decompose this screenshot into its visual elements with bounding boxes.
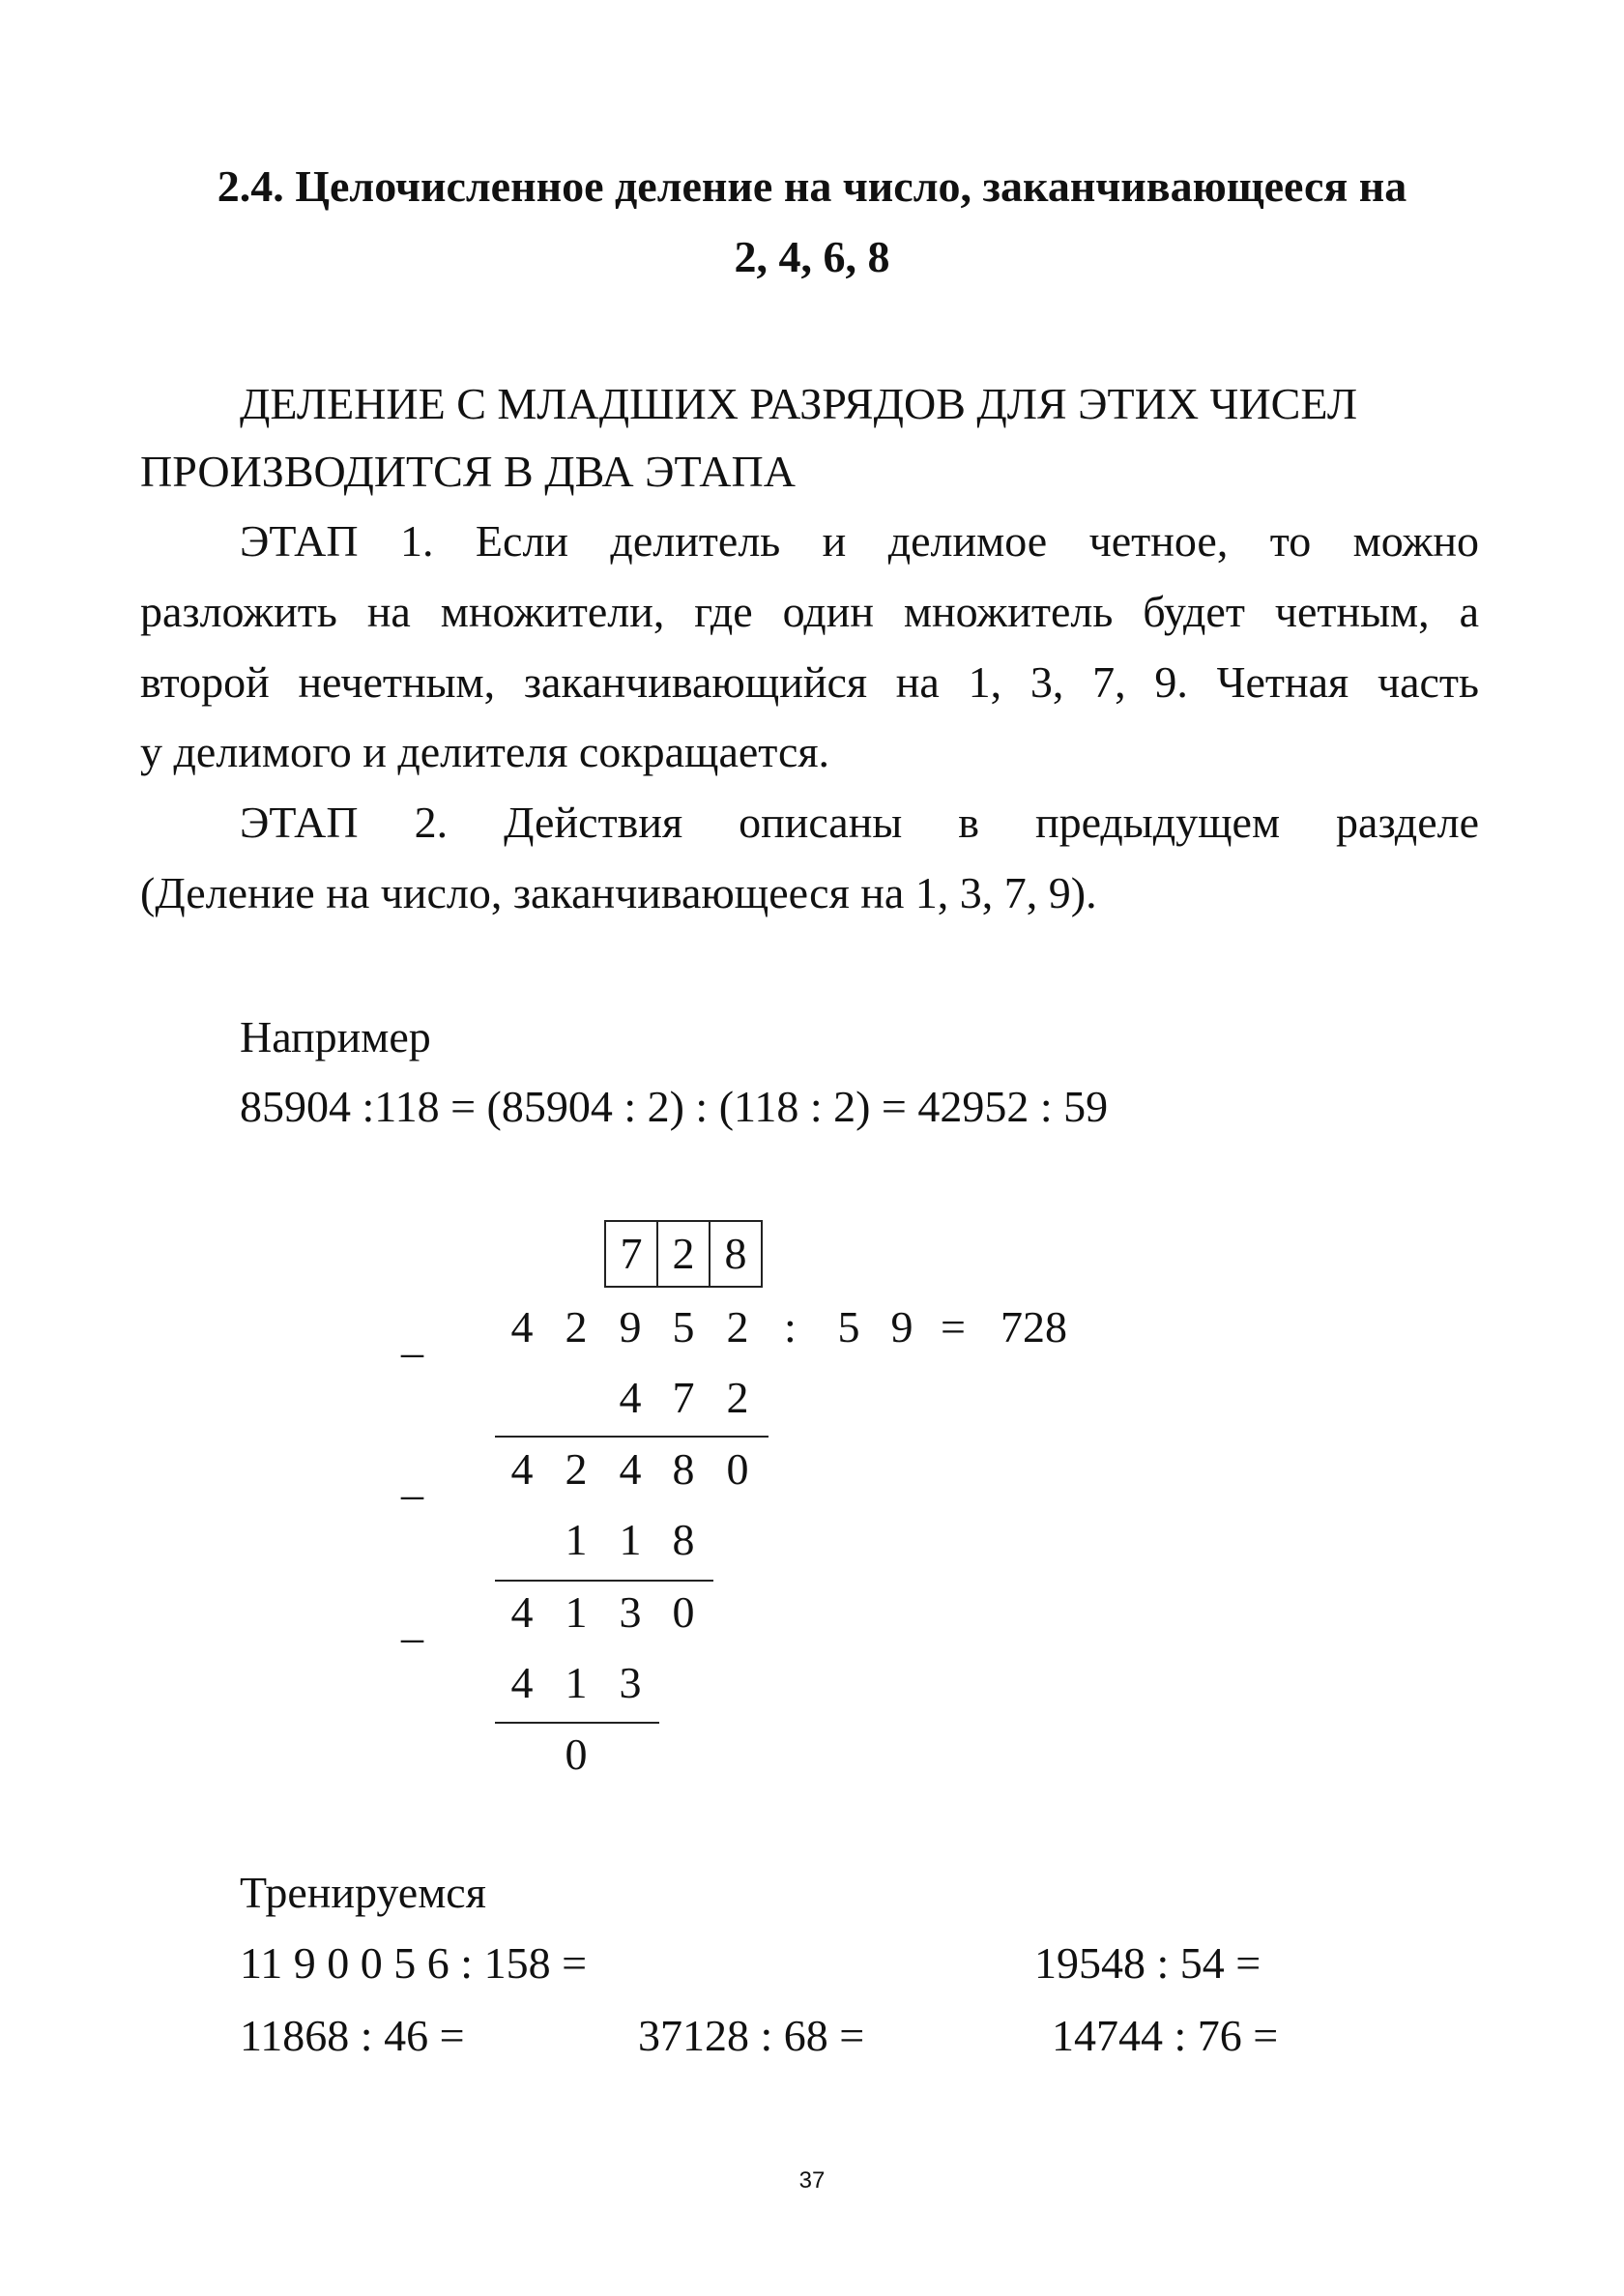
remainder-digit: 4 (510, 1587, 534, 1637)
remainder-digit: 0 (672, 1587, 695, 1637)
page-number: 37 (798, 2167, 826, 2194)
remainder-digit: 0 (726, 1444, 749, 1494)
practice-task-4: 37128 : 68 = (638, 2011, 865, 2060)
divisor-digit: 5 (837, 1302, 860, 1351)
subtrahend-digit: 4 (619, 1373, 642, 1422)
dividend-digit: 5 (672, 1302, 695, 1351)
division-rule (495, 1580, 713, 1582)
minus-sign-3: _ (401, 1597, 423, 1646)
minus-sign-2: _ (401, 1454, 423, 1503)
dividend-digit: 2 (565, 1302, 588, 1351)
dividend-digit: 4 (510, 1302, 534, 1351)
divisor-digit: 9 (890, 1302, 914, 1351)
dividend-digit: 9 (619, 1302, 642, 1351)
practice-task-1: 11 9 0 0 5 6 : 158 = (240, 1938, 588, 1988)
remainder-digit: 4 (510, 1444, 534, 1494)
stage2-line-1: ЭТАП 2. Действия описаны в предыдущем разделе (240, 798, 1479, 847)
remainder-digit: 8 (672, 1444, 695, 1494)
division-result: 728 (1000, 1302, 1067, 1351)
division-rule (495, 1436, 768, 1438)
dividend-digit: 2 (726, 1302, 749, 1351)
section-heading-line-1: 2.4. Целочисленное деление на число, заканчивающееся на (217, 161, 1407, 211)
subtrahend-digit: 7 (672, 1373, 695, 1422)
practice-task-2: 19548 : 54 = (1034, 1938, 1262, 1988)
practice-task-5: 14744 : 76 = (1052, 2011, 1279, 2060)
subtrahend-digit: 4 (510, 1658, 534, 1707)
stage2-line-2: (Деление на число, заканчивающееся на 1, 3, 7, 9). (140, 868, 1097, 917)
remainder-digit: 4 (619, 1444, 642, 1494)
subtrahend-digit: 1 (619, 1515, 642, 1564)
stage1-line-2: разложить на множители, где один множитель будет четным, а (140, 587, 1479, 636)
practice-task-3: 11868 : 46 = (240, 2011, 465, 2060)
subtrahend-digit: 3 (619, 1658, 642, 1707)
subtrahend-digit: 8 (672, 1515, 695, 1564)
stage1-line-4: у делимого и делителя сокращается. (140, 727, 830, 776)
division-equals: = (941, 1302, 966, 1351)
quotient-box-1: 7 (604, 1220, 658, 1288)
remainder-digit: 3 (619, 1587, 642, 1637)
stage1-line-1: ЭТАП 1. Если делитель и делимое четное, то можно (240, 516, 1479, 566)
remainder-digit: 1 (565, 1587, 588, 1637)
practice-label: Тренируемся (240, 1868, 486, 1917)
subtrahend-digit: 1 (565, 1515, 588, 1564)
quotient-box-3: 8 (709, 1220, 763, 1288)
subtrahend-digit: 1 (565, 1658, 588, 1707)
division-rule (495, 1722, 659, 1724)
minus-sign-1: _ (401, 1312, 423, 1361)
final-remainder-digit: 0 (565, 1729, 588, 1779)
subtrahend-digit: 2 (726, 1373, 749, 1422)
division-colon: : (784, 1302, 797, 1351)
example-label: Например (240, 1012, 431, 1061)
intro-line-2: ПРОИЗВОДИТСЯ В ДВА ЭТАПА (140, 447, 796, 496)
remainder-digit: 2 (565, 1444, 588, 1494)
section-heading-line-2: 2, 4, 6, 8 (734, 232, 890, 281)
intro-line-1: ДЕЛЕНИЕ С МЛАДШИХ РАЗРЯДОВ ДЛЯ ЭТИХ ЧИСЕЛ (240, 379, 1358, 428)
quotient-box-2: 2 (656, 1220, 710, 1288)
example-equation: 85904 :118 = (85904 : 2) : (118 : 2) = 42952 : 59 (240, 1082, 1109, 1131)
stage1-line-3: второй нечетным, заканчивающийся на 1, 3, 7, 9. Четная часть (140, 657, 1479, 707)
